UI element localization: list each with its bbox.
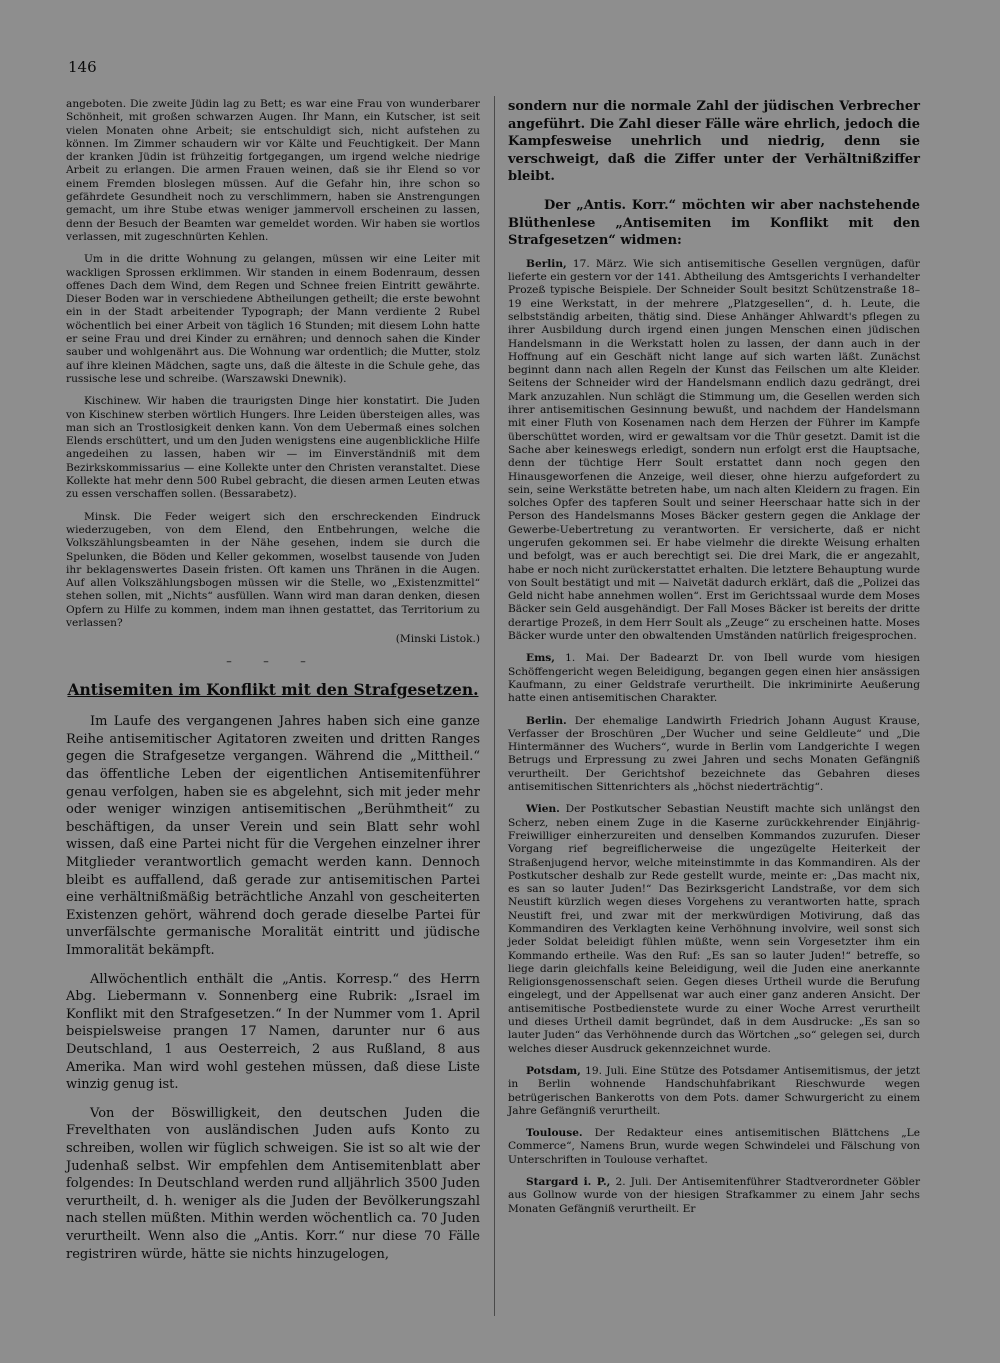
- continuation-paragraph: sondern nur die normale Zahl der jüdischen Verbrecher angeführt. Die Zahl dieser Fälle wäre ehrlich, jedoch die Kampfesweise unehrlich und niedrig, denn sie verschweigt, daß die Ziffer unter der Verhältnißziffer bleibt.: [508, 99, 920, 185]
- paragraph: Kischinew. Wir haben die traurigsten Dinge hier konstatirt. Die Juden von Kischinew sterben wörtlich Hungers. Ihre Leiden übersteigen alles, was man sich an Trostlosigkeit denken kann. Von dem Uebermaß eines solchen Elends erschüttert, und um den Juden wenigstens eine augenblickliche Hilfe angedeihen zu lassen, haben wir — im Einverständniß mit dem Bezirkskommissarius — eine Kollekte unter den Christen veranstaltet. Diese Kollekte hat mehr denn 500 Rubel gebracht, die diesen armen Leuten etwas zu essen verschaffen sollen. (Bessarabetz).: [66, 395, 480, 501]
- paragraph: Um in die dritte Wohnung zu gelangen, müssen wir eine Leiter mit wackligen Sprossen erklimmen. Wir standen in einem Bodenraum, dessen offenes Dach dem Wind, dem Regen und Schnee freien Eintritt gewährte. Dieser Boden war in verschiedene Abtheilungen getheilt; die erste bewohnt ein in der Stadt arbeitender Typograph; der Mann verdiente 2 Rubel wöchentlich bei einer Arbeit von täglich 16 Stunden; mit diesem Lohn hatte er seine Frau und drei Kinder zu ernähren; und dennoch sahen die Kinder sauber und wohlgenährt aus. Die Wohnung war ordentlich; die Mutter, stolz auf ihre kleinen Mädchen, sagte uns, daß die älteste in die Schule gehe, das russische lese und schreibe. (Warszawski Dnewnik).: [66, 253, 480, 385]
- entry-text: Der ehemalige Landwirth Friedrich Johann August Krause, Verfasser der Broschüren „Der Wucher und seine Geldleute“ und „Die Hintermänner des Wuchers“, wurde in Berlin vom Landgerichte I wegen Betrugs und Erpressung zu zwei Jahren und sechs Monaten Gefängniß verurtheilt. Der Gerichtshof bezeichnete das Gebahren dieses antisemitischen Sittenrichters als „höchst niederträchtig“.: [508, 714, 920, 794]
- entry-text: Der Redakteur eines antisemitischen Blättchens „Le Commerce“, Namens Brun, wurde wegen Schwindelei und Fälschung von Unterschriften in Toulouse verhaftet.: [508, 1127, 920, 1166]
- column-divider: [494, 96, 495, 1316]
- entry-lead: Ems,: [526, 652, 555, 665]
- entry-toulouse: [508, 1127, 920, 1167]
- paragraph: angeboten. Die zweite Jüdin lag zu Bett; es war eine Frau von wunderbarer Schönheit, mit großen schwarzen Augen. Ihr Mann, ein Kutscher, ist seit vielen Monaten ohne Arbeit; sie entschuldigt sich, nicht aufstehen zu können. Im Zimmer schaudern wir vor Kälte und Feuchtigkeit. Der Mann der kranken Jüdin ist frühzeitig fortgegangen, um irgend welche niedrige Arbeit zu erlangen. Die armen Frauen weinen, daß sie ihr Elend so vor einem Fremden bloslegen müssen. Auf die Gefahr hin, ihre schon so gefährdete Gesundheit noch zu verschlimmern, haben sie Anstrengungen gemacht, um ihre Stube etwas weniger jammervoll erscheinen zu lassen, denn der Besuch der Beamten war gemeldet worden. Wir haben sie wortlos verlassen, mit zugeschnürten Kehlen.: [66, 98, 480, 243]
- right-column: [508, 98, 920, 1225]
- entry-lead: Potsdam,: [526, 1064, 581, 1077]
- entry-lead: Stargard i. P.,: [526, 1176, 611, 1189]
- entry-stargard: [508, 1176, 920, 1216]
- entry-text: Der Postkutscher Sebastian Neustift machte sich unlängst den Scherz, neben einem Zuge in die Kaserne zurückkehrender Einjährig-Freiwilliger einherzureiten und denselben Kommandos zuzurufen. Dieser Vorgang rief begreiflicherweise die ungezügelte Heiterkeit der Straßenjugend hervor, welche miteinstimmte in das Kommandiren. Als der Postkutscher deshalb zur Rede gestellt wurde, meinte er: „Das macht nix, es san so lauter Juden!“ Das Bezirksgericht Landstraße, vor dem sich Neustift kürzlich wegen dieses Vorgehens zu verantworten hatte, sprach Neustift frei, und zwar mit der merkwürdigen Motivirung, daß das Kommandiren des Verklagten keine Verhöhnung involvire, weil sonst sich jeder Soldat beleidigt fühlen müßte, wenn sein Vorgesetzter ihm ein Kommando ertheile. Was den Ruf: „Es san so lauter Juden!“ betreffe, so liege darin gleichfalls keine Beleidigung, weil die Juden eine anerkannte Religionsgenossenschaft seien. Gegen dieses Urtheil wurde die Berufung eingelegt, und der Appellsenat war auch einer ganz anderen Ansicht. Der antisemitische Postbedienstete wurde zu einer Woche Arrest verurtheilt und dieses Urtheil damit begründet, daß in dem Ausdrucke: „Es san so lauter Juden“ das Verhöhnende durch das Wörtchen „so“ gelegen sei, durch welches dieser Ausdruck gekennzeichnet wurde.: [508, 803, 920, 1055]
- page-number: 146: [68, 58, 97, 76]
- entry-text: 17. März. Wie sich antisemitische Gesellen vergnügen, dafür lieferte ein gestern vor der 141. Abtheilung des Amtsgerichts I verhandelter Prozeß typische Beispiele. Der Schneider Soult besitzt Schützenstraße 18–19 eine Werkstatt, in der mehrere „Platzgesellen“, d. h. Leute, die selbstständig arbeiten, thätig sind. Diese Anhänger Ahlwardt's pflegen zu ihrer Ausbildung durch irgend einen jungen Menschen einen jüdischen Handelsmann in die Werkstatt holen zu lassen, der dann auch in der Hoffnung auf ein Geschäft nicht lange auf sich warten läßt. Zunächst beginnt dann nach allen Regeln der Kunst das Feilschen um alte Kleider. Seitens der Schneider wird der Handelsmann endlich dazu gedrängt, drei Mark anzuzahlen. Nun schlägt die Stimmung um, die Gesellen werden sich ihrer antisemitischen Gesinnung bewußt, und nachdem der Handelsmann mit einer Fluth von Kosenamen nach dem Herzen der Führer im Kampfe überschüttet worden, wird er gewaltsam vor die Thür gesetzt. Damit ist die Sache aber keineswegs erledigt, sondern nun erfolgt erst die Hauptsache, denn der tüchtige Herr Soult erstattet dann noch gegen den Hinausgeworfenen die Anzeige, weil dieser, ohne hierzu aufgefordert zu sein, seine Werkstätte betreten habe, um nach alten Kleidern zu fragen. Ein solches Opfer des tapferen Soult und seiner Heerschaar hatte sich in der Person des Handelsmanns Moses Bäcker gestern gegen die Anklage der Gewerbe-Uebertretung zu verantworten. Er versicherte, daß er nicht ungerufen gekommen sei. Er habe vielmehr die direkte Weisung erhalten und befolgt, was er auch berechtigt sei. Die drei Mark, die er angezahlt, habe er noch nicht zurückerstattet erhalten. Die letztere Behauptung wurde von Soult bestätigt und mit — Naivetät dadurch erklärt, daß die „Polizei das Geld nicht habe annehmen wollen“. Erst im Gerichtssaal wurde dem Moses Bäcker sein Geld ausgehändigt. Der Fall Moses Bäcker ist bereits der dritte derartige Prozeß, in dem Herr Soult als „Zeuge“ zu erscheinen hatte. Moses Bäcker wurde unter den obwaltenden Umständen natürlich freigesprochen.: [508, 257, 920, 643]
- entry-berlin-2: [508, 715, 920, 795]
- entry-text: 1. Mai. Der Badearzt Dr. von Ibell wurde vom hiesigen Schöffengericht wegen Beleidigung, begangen gegen einen hier ansässigen Kaufmann, zu einer Geldstrafe verurtheilt. Die inkriminirte Aeußerung hatte einen antisemitischen Charakter.: [508, 652, 920, 705]
- entry-text: 2. Juli. Der Antisemitenführer Stadtverordneter Göbler aus Gollnow wurde von der hiesigen Strafkammer zu einem Jahr sechs Monaten Gefängniß verurtheilt. Er: [508, 1176, 921, 1215]
- section-heading: Antisemiten im Konflikt mit den Strafgesetzen.: [67, 680, 479, 700]
- entry-lead: Berlin,: [526, 257, 567, 270]
- paragraph: Minsk. Die Feder weigert sich den erschreckenden Eindruck wiederzugeben, von dem Elend, den Entbehrungen, welche die Volkszählungsbeamten in der Nähe gesehen, indem sie durch die Spelunken, die Böden und Keller gekommen, woselbst tausende von Juden ihr beklagenswertes Dasein fristen. Oft kamen uns Thränen in die Augen. Auf allen Volkszählungsbogen müssen wir die Stelle, wo „Existenzmittel“ stehen sollen, mit „Nichts“ ausfüllen. Wann wird man daran denken, diesen Opfern zu Hilfe zu kommen, indem man ihnen gestattet, das Territorium zu verlassen?: [66, 510, 480, 629]
- paragraph: Allwöchentlich enthält die „Antis. Korresp.“ des Herrn Abg. Liebermann v. Sonnenberg eine Rubrik: „Israel im Konflikt mit den Strafgesetzen.“ In der Nummer vom 1. April beispielsweise prangen 17 Namen, darunter nur 6 aus Deutschland, 1 aus Oesterreich, 2 aus Rußland, 8 aus Amerika. Man wird wohl gestehen müssen, daß diese Liste winzig genug ist.: [66, 971, 480, 1093]
- entry-lead: Toulouse.: [526, 1127, 583, 1140]
- entry-lead: Berlin.: [526, 714, 567, 727]
- paragraph: Im Laufe des vergangenen Jahres haben sich eine ganze Reihe antisemitischer Agitatoren zweiten und dritten Ranges gegen die Strafgesetze vergangen. Während die „Mittheil.“ das öffentliche Leben der eigentlichen Antisemitenführer genau verfolgen, haben sie es abgelehnt, sich mit jeder mehr oder weniger winzigen antisemitischen „Berühmtheit“ zu beschäftigen, da unser Verein und sein Blatt sehr wohl wissen, daß eine Partei nicht für die Vergehen einzelner ihrer Mitglieder verantwortlich gemacht werden kann. Dennoch bleibt es auffallend, daß gerade zur antisemitischen Partei eine verhältnißmäßig beträchtliche Anzahl von gescheiterten Existenzen gehört, während doch gerade dieselbe Partei für unverfälschte germanische Moralität eintritt und jüdische Immoralität bekämpft.: [66, 714, 480, 958]
- entry-ems: [508, 652, 920, 705]
- entry-text: 19. Juli. Eine Stütze des Potsdamer Antisemitismus, der jetzt in Berlin wohnende Handschuhfabrikant Rieschwurde wegen betrügerischen Bankerotts von dem Pots. damer Schwurgericht zu einem Jahre Gefängniß verurtheilt.: [508, 1064, 921, 1117]
- source-citation: (Minski Listok.): [395, 633, 480, 646]
- paragraph: Von der Böswilligkeit, den deutschen Juden die Frevelthaten von ausländischen Juden aufs Konto zu schreiben, wollen wir füglich schweigen. Sie ist so alt wie der Judenhaß selbst. Wir empfehlen dem Antisemitenblatt aber folgendes: In Deutschland werden rund alljährlich 3500 Juden verurtheilt, d. h. weniger als die Juden der Bevölkerungszahl nach stellen müßten. Mithin werden wöchentlich ca. 70 Juden verurtheilt. Wenn also die „Antis. Korr.“ nur diese 70 Fälle registriren würde, hätte sie nichts hinzugelogen,: [66, 1105, 480, 1262]
- entry-potsdam: [508, 1065, 920, 1118]
- left-column: [66, 98, 480, 1274]
- entry-lead: Wien.: [526, 803, 560, 816]
- entry-berlin-1: [508, 258, 920, 644]
- entry-wien: [508, 803, 920, 1056]
- separator: – – –: [226, 655, 320, 669]
- intro-paragraph: Der „Antis. Korr.“ möchten wir aber nachstehende Blüthenlese „Antisemiten im Konflikt mit den Strafgesetzen“ widmen:: [508, 197, 920, 249]
